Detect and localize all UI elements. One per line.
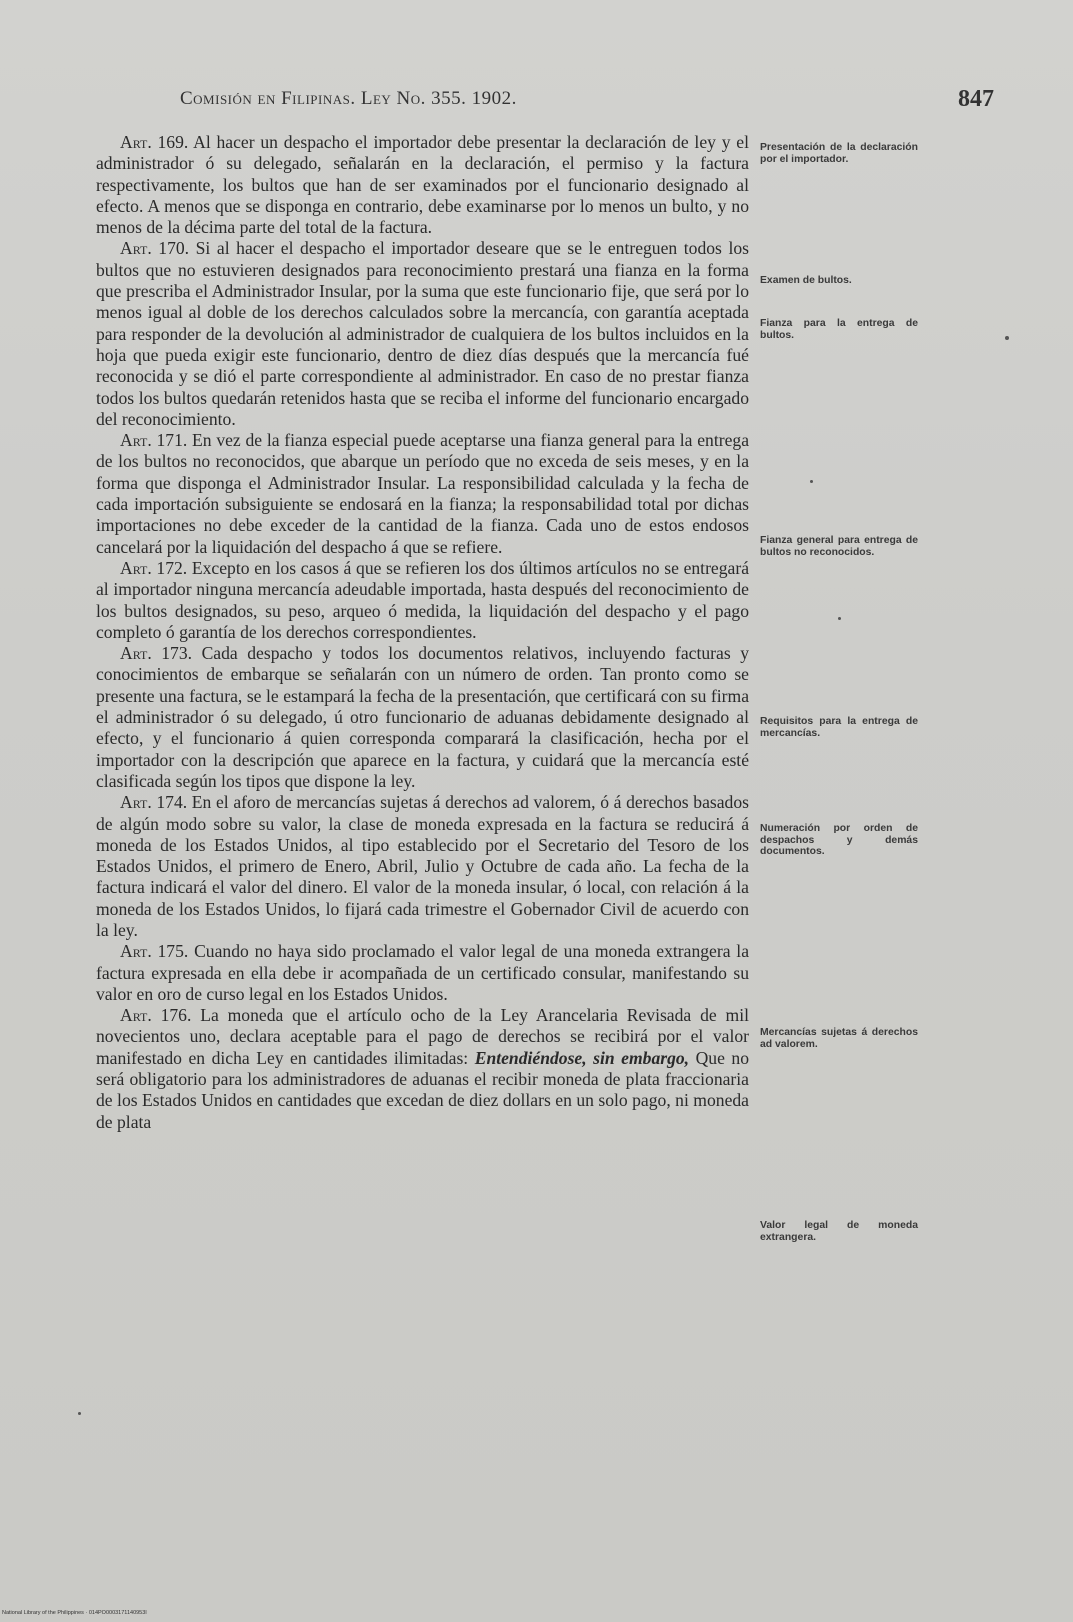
margin-note-valor-legal: Valor legal de moneda extrangera. <box>760 1220 918 1243</box>
article-number: Art. 170. <box>120 238 190 259</box>
article-175 <box>96 941 749 1005</box>
article-number: Art. 173. <box>120 643 193 664</box>
article-170 <box>96 238 749 430</box>
paper-speck <box>810 480 813 483</box>
article-text-continued: Que no será obligatorio para los administradores de aduanas el recibir moneda de plata fraccionaria de los Estados Unidos en cantidades que excedan de diez dollars en un solo pago, ni moneda de plata <box>96 1047 750 1132</box>
margin-note-numeracion: Numeración por orden de despachos y demás documentos. <box>760 823 918 858</box>
article-text: Al hacer un despacho el importador debe presentar la declaración de ley y el administrador ó su delegado, señalarán en la declaración, el permiso y la factura respectivamente, los bultos que han de ser examinados por el funcionario designado al efecto. A menos que se disponga en contrario, debe examinarse por lo menos un bulto, y no menos de la décima parte del total de la factura. <box>96 132 749 238</box>
article-text: Cada despacho y todos los documentos relativos, incluyendo facturas y conocimientos de embarque se señalarán con un número de orden. Tan pronto como se presente una factura, se le estampará la fecha de la presentación, que certificará con su firma el administrador ó su delegado, ú otro funcionario de aduanas debidamente designado al efecto, y el funcionario á quien corresponda comparará la clasificación, hecha por el importador con la descripción que aparece en la factura, y cuidará que la mercancía esté clasificada según los tipos que dispone la ley. <box>96 643 750 791</box>
footer-credit: National Library of the Philippines · 014PO0003171140953I <box>2 1610 147 1616</box>
running-title: Comisión en Filipinas. Ley No. 355. 1902. <box>180 88 517 109</box>
margin-note-requisitos: Requisitos para la entrega de mercancías. <box>760 716 918 739</box>
article-number: Art. 174. <box>120 792 188 813</box>
page-number: 847 <box>958 86 994 112</box>
paper-speck <box>1005 336 1009 340</box>
article-number: Art. 175. <box>120 941 189 962</box>
article-number: Art. 171. <box>120 430 188 451</box>
margin-note-examen: Examen de bultos. <box>760 275 852 286</box>
paper-speck <box>78 1412 81 1415</box>
article-169 <box>96 132 749 238</box>
paper-speck <box>838 617 841 620</box>
article-text: Si al hacer el despacho el importador deseare que se le entreguen todos los bultos que no estuvieren designados para reconocimiento prestará una fianza en la forma que prescriba el Administrador Insular, por la suma que este funcionario fije, que será por lo menos igual al doble de los derechos calculados sobre la mercancía, con garantía aceptada para responder de la devolución al administrador de cualquiera de los bultos incluidos en la hoja que pueda exigir este funcionario, dentro de diez días después que la mercancía fué reconocida y se dió el parte correspondiente al administrador. En caso de no prestar fianza todos los bultos quedarán retenidos hasta que se reciba el informe del funcionario encargado del reconocimiento. <box>96 238 749 429</box>
article-173 <box>96 643 749 792</box>
article-column <box>96 132 749 1133</box>
article-number: Art. 172. <box>120 557 188 578</box>
article-text: Cuando no haya sido proclamado el valor legal de una moneda extrangera la factura expresada en ella debe ir acompañada de un certificado consular, manifestando su valor en oro de curso legal en los Estados Unidos. <box>96 941 750 1004</box>
article-number: Art. 176. <box>120 1005 192 1026</box>
article-176 <box>96 1005 749 1133</box>
margin-note-presentacion: Presentación de la declaración por el importador. <box>760 142 918 165</box>
article-171 <box>96 430 749 558</box>
article-number: Art. 169. <box>120 132 189 152</box>
article-text: En el aforo de mercancías sujetas á derechos ad valorem, ó á derechos basados de algún modo sobre su valor, la clase de moneda expresada en la factura se reducirá á moneda de los Estados Unidos, al tipo establecido por el Secretario del Tesoro de los Estados Unidos, el primero de Enero, Abril, Julio y Octubre de cada año. La fecha de la factura indicará el valor del dinero. El valor de la moneda insular, ó local, con relación á la moneda de los Estados Unidos, lo fijará cada trimestre el Gobernador Civil de acuerdo con la ley. <box>96 792 749 940</box>
margin-note-fianza: Fianza para la entrega de bultos. <box>760 318 918 341</box>
article-text: Excepto en los casos á que se refieren los dos últimos artículos no se entregará al importador ninguna mercancía adeudable importada, hasta después del reconocimiento de los bultos designados, su peso, arqueo ó medida, la liquidación del despacho y el pago completo ó garantía de los derechos correspondientes. <box>96 557 750 642</box>
article-text: En vez de la fianza especial puede aceptarse una fianza general para la entrega de los bultos no reconocidos, que abarque un período que no exceda de seis meses, y en la forma que disponga el Administrador Insular. La responsibilidad calculada y la fecha de cada importación subsiguiente se endosará en la fianza; la responsabilidad total por dichas importaciones no debe exceder de la cantidad de la fianza. Cada uno de estos endosos cancelará por la liquidación del despacho á que se refiere. <box>96 430 749 557</box>
margin-note-fianza-general: Fianza general para entrega de bultos no reconocidos. <box>760 535 918 558</box>
article-174 <box>96 792 749 941</box>
emphasis-proviso: Entendiéndose, sin embargo, <box>474 1047 690 1068</box>
article-172 <box>96 558 749 643</box>
article-text: La moneda que el artículo ocho de la Ley Arancelaria Revisada de mil novecientos uno, declara aceptable para el pago de derechos se recibirá por el valor manifestado en dicha Ley en cantidades ilimitadas: <box>96 1005 749 1068</box>
margin-note-mercancias: Mercancías sujetas á derechos ad valorem. <box>760 1027 918 1050</box>
